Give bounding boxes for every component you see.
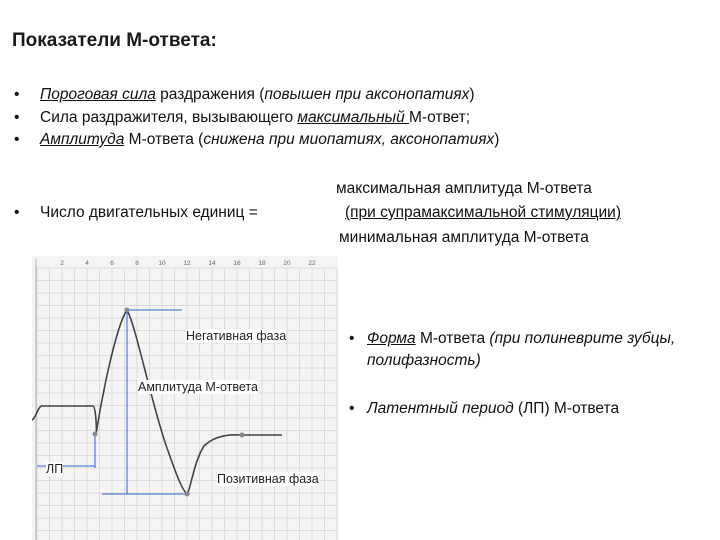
bullet-marker: • xyxy=(14,204,20,221)
slide-title: Показатели М-ответа: xyxy=(12,30,217,51)
bullet-marker: • xyxy=(14,131,20,148)
form-term: Форма xyxy=(367,330,416,347)
marker-trough xyxy=(185,492,190,497)
tick-label: 18 xyxy=(258,260,266,267)
stimulus-end: М-ответ; xyxy=(409,108,471,126)
tick-label: 16 xyxy=(233,260,241,267)
marker-end xyxy=(240,433,245,438)
bullet-marker: • xyxy=(14,86,20,103)
stimulus-text: Сила раздражителя, вызывающего xyxy=(40,108,298,126)
graph-background xyxy=(32,256,338,540)
tick-label: 12 xyxy=(183,260,191,267)
form-text: М-ответа xyxy=(415,330,490,347)
formula-rhs: (при супрамаксимальной стимуляции) xyxy=(345,204,621,221)
marker-peak xyxy=(125,308,130,313)
formula-numerator: максимальная амплитуда М-ответа xyxy=(336,180,592,197)
list-item-stimulus-strength xyxy=(12,107,499,130)
list-item-threshold xyxy=(12,84,499,107)
bullet-marker: • xyxy=(14,108,20,126)
formula-lhs: Число двигательных единиц = xyxy=(40,204,258,221)
tick-label: 20 xyxy=(283,260,291,267)
m-response-graph xyxy=(32,256,338,540)
indicators-list xyxy=(12,84,499,152)
side-item-form xyxy=(349,328,720,372)
formula-denominator: минимальная амплитуда М-ответа xyxy=(339,229,589,246)
threshold-close: ) xyxy=(469,86,475,103)
tick-label: 22 xyxy=(308,260,316,267)
label-positive-phase: Позитивная фаза xyxy=(217,472,319,486)
tick-label: 8 xyxy=(135,260,139,267)
label-latency: ЛП xyxy=(46,462,64,476)
amplitude-note: снижена при миопатиях, аксонопатиях xyxy=(203,131,495,148)
amplitude-text: М-ответа ( xyxy=(124,131,204,148)
threshold-note: повышен при аксонопатиях xyxy=(264,86,470,103)
tick-label: 2 xyxy=(60,260,64,267)
tick-label: 10 xyxy=(158,260,166,267)
form-note: (при полиневрите зубцы, полифазность) xyxy=(367,330,676,369)
latency-term: Латентный период xyxy=(367,400,514,417)
side-item-latency xyxy=(349,398,620,420)
label-amplitude: Амплитуда М-ответа xyxy=(138,380,258,394)
bullet-marker: • xyxy=(349,400,355,417)
bullet-marker: • xyxy=(349,330,355,347)
amplitude-close: ) xyxy=(494,131,500,148)
list-item-amplitude xyxy=(12,129,499,152)
threshold-term: Пороговая сила xyxy=(40,86,156,103)
tick-label: 6 xyxy=(110,260,114,267)
label-negative-phase: Негативная фаза xyxy=(186,329,287,343)
latency-text: (ЛП) М-ответа xyxy=(513,400,620,417)
tick-label: 14 xyxy=(208,260,216,267)
tick-label: 4 xyxy=(85,260,89,267)
maximal-term: максимальный xyxy=(297,108,410,126)
threshold-text: раздражения ( xyxy=(155,86,265,103)
marker-onset xyxy=(93,432,98,437)
amplitude-term: Амплитуда xyxy=(40,131,125,148)
